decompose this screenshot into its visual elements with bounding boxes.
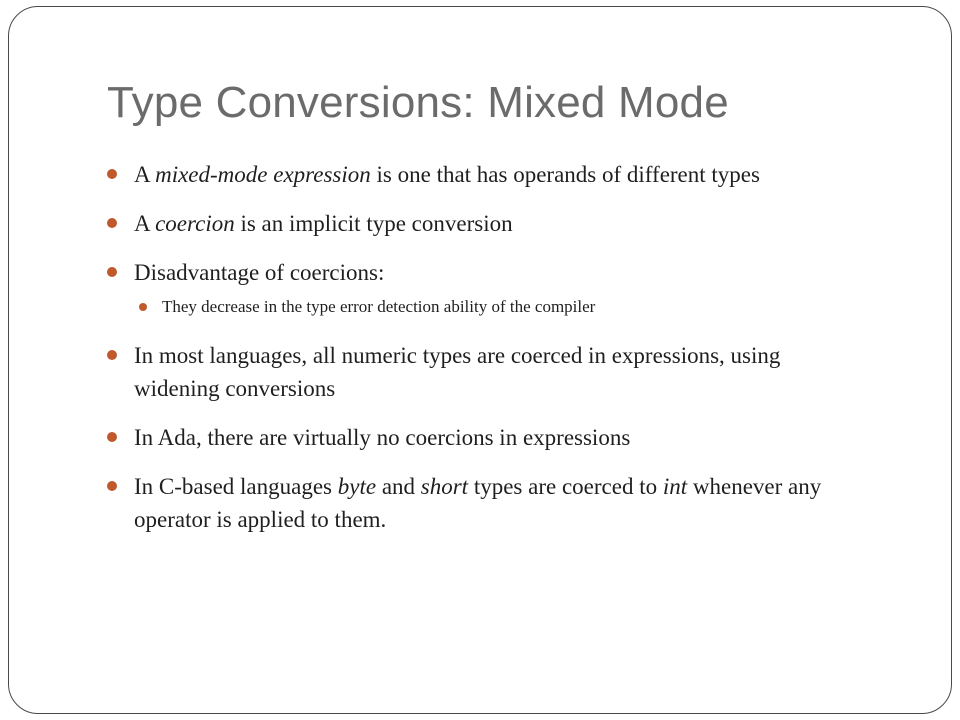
bullet-numeric-widening — [106, 339, 866, 405]
bullet-text: whenever any operator is applied to them. — [134, 474, 827, 532]
bullet-term-emphasis: short — [420, 474, 469, 499]
bullet-c-based-languages — [106, 470, 866, 536]
bullet-dot-icon — [107, 350, 117, 360]
bullet-coercion — [106, 207, 866, 240]
bullet-dot-icon — [107, 432, 117, 442]
bullet-text: In Ada, there are virtually no coercions in expressions — [134, 425, 631, 450]
bullet-text: A — [134, 211, 156, 236]
sub-bullet-text: They decrease in the type error detection ability of the compiler — [162, 297, 596, 316]
bullet-term-emphasis: mixed-mode expression — [155, 162, 371, 187]
bullet-dot-icon — [107, 218, 117, 228]
bullet-text: Disadvantage of coercions: — [134, 260, 385, 285]
bullet-ada — [106, 421, 866, 454]
bullet-text: and — [376, 474, 421, 499]
bullet-list — [106, 158, 866, 552]
bullet-term-emphasis: byte — [337, 474, 377, 499]
bullet-text: A — [134, 162, 156, 187]
bullet-disadvantage — [106, 256, 866, 289]
bullet-dot-icon — [107, 267, 117, 277]
bullet-dot-icon — [107, 169, 117, 179]
bullet-term-emphasis: int — [662, 474, 688, 499]
bullet-mixed-mode-expression — [106, 158, 866, 191]
bullet-text: is one that has operands of different types — [370, 162, 760, 187]
bullet-text: In most languages, all numeric types are coerced in expressions, using widening conversions — [134, 343, 787, 401]
bullet-dot-icon — [107, 481, 117, 491]
bullet-text: is an implicit type conversion — [234, 211, 513, 236]
sub-bullet-dot-icon — [139, 303, 147, 311]
sub-bullet-type-error-detection — [106, 295, 866, 319]
bullet-term-emphasis: coercion — [155, 211, 235, 236]
bullet-text: types are coerced to — [468, 474, 663, 499]
bullet-text: In C-based languages — [134, 474, 338, 499]
slide-title: Type Conversions: Mixed Mode — [107, 78, 729, 127]
